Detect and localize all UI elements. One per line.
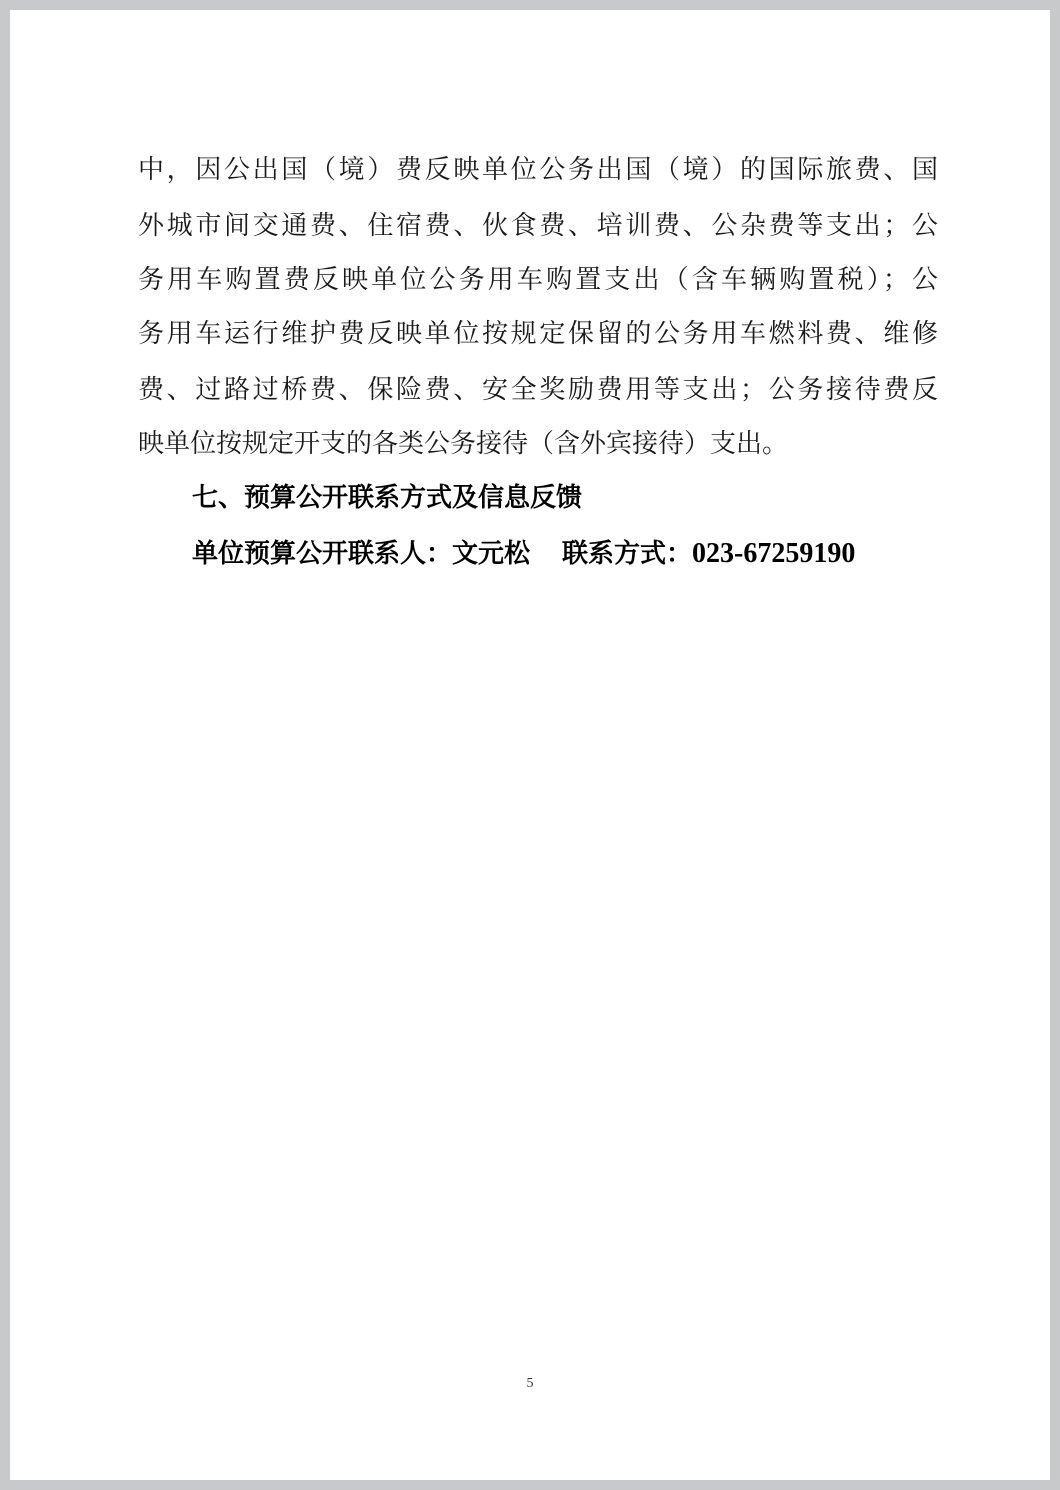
paragraph-line: 中，因公出国（境）费反映单位公务出国（境）的国际旅费、国: [138, 155, 938, 185]
contact-method-label: 联系方式：: [562, 539, 693, 569]
contact-phone: 023-67259190: [692, 538, 856, 569]
paragraph-line: 外城市间交通费、住宿费、伙食费、培训费、公杂费等支出；公: [138, 211, 938, 241]
contact-line: [192, 536, 855, 572]
paragraph-line: 务用车运行维护费反映单位按规定保留的公务用车燃料费、维修: [138, 319, 938, 349]
page-number: 5: [526, 1376, 534, 1391]
section-heading: 七、预算公开联系方式及信息反馈: [192, 483, 583, 513]
document-page: [10, 10, 1050, 1480]
paragraph-line: 费、过路过桥费、保险费、安全奖励费用等支出；公务接待费反: [138, 375, 938, 405]
paragraph-line: 务用车购置费反映单位公务用车购置支出（含车辆购置税）；公: [138, 265, 938, 295]
paragraph-line: 映单位按规定开支的各类公务接待（含外宾接待）支出。: [138, 429, 789, 459]
contact-person-name: 文元松: [452, 539, 531, 569]
contact-person-label: 单位预算公开联系人：: [192, 539, 453, 569]
